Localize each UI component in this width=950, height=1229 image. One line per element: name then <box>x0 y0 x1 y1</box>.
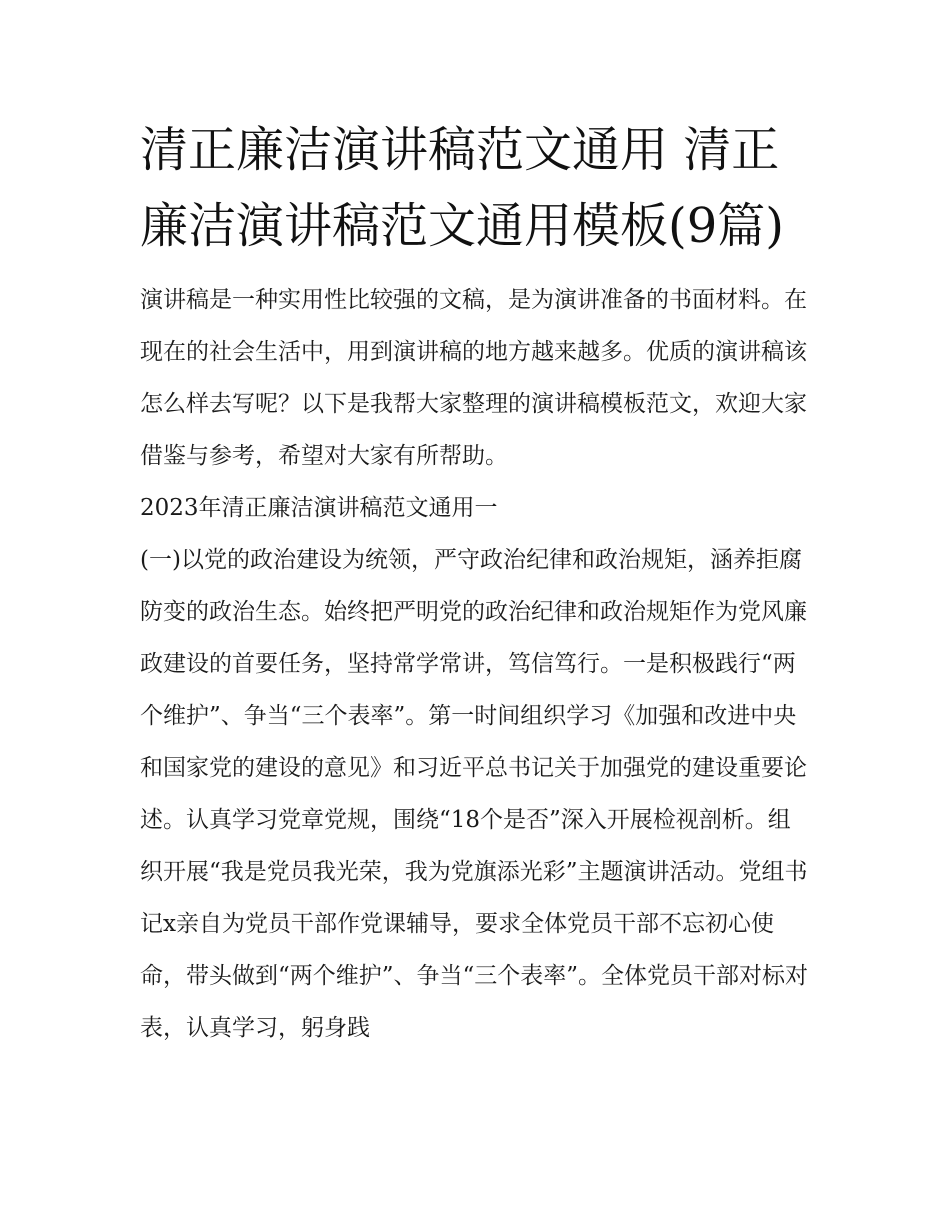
document-title: 清正廉洁演讲稿范文通用 清正廉洁演讲稿范文通用模板(9篇) <box>140 122 784 254</box>
section-heading: 2023年清正廉洁演讲稿范文通用一 <box>140 495 498 521</box>
body-paragraph: (一)以党的政治建设为统领，严守政治纪律和政治规矩，涵养拒腐防变的政治生态。始终把严明党的政治纪律和政治规矩作为党风廉政建设的首要任务，坚持常学常讲，笃信笃行。一是积极践行“两个维护”、争当“三个表率”。第一时间组织学习《加强和改进中央和国家党的建设的意见》和习近平总书记关于加强党的建设重要论述。认真学习党章党规，围绕“18个是否”深入开展检视剖析。组织开展“我是党员我光荣，我为党旗添光彩”主题演讲活动。党组书记x亲自为党员干部作党课辅导，要求全体党员干部不忘初心使命，带头做到“两个维护”、争当“三个表率”。全体党员干部对标对表，认真学习，躬身践 <box>140 547 809 1041</box>
intro-paragraph: 演讲稿是一种实用性比较强的文稿，是为演讲准备的书面材料。在现在的社会生活中，用到演讲稿的地方越来越多。优质的演讲稿该怎么样去写呢？以下是我帮大家整理的演讲稿模板范文，欢迎大家借鉴与参考，希望对大家有所帮助。 <box>140 287 807 469</box>
document-body <box>140 112 812 1054</box>
